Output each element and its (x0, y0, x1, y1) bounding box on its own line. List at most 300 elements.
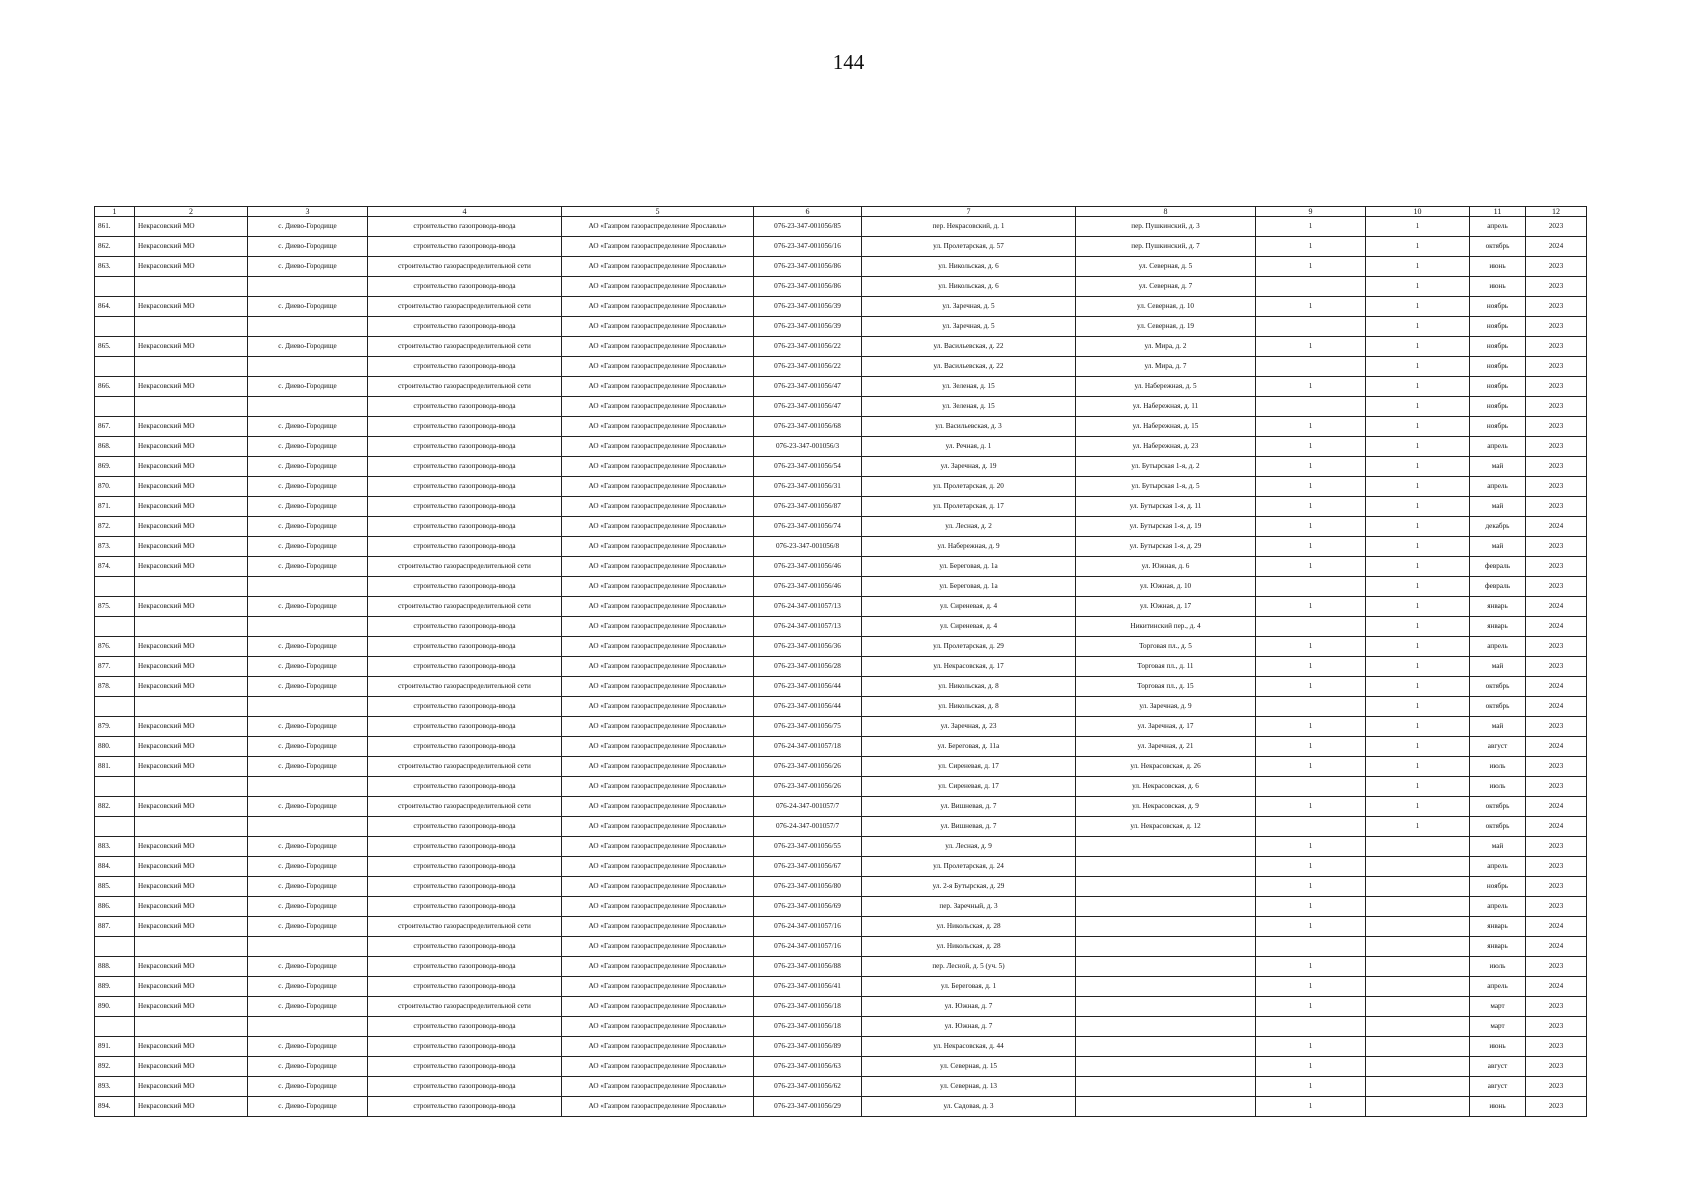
row-number-cell: 893. (95, 1077, 135, 1097)
year-cell: 2023 (1526, 377, 1587, 397)
table-row (95, 417, 1587, 437)
municipality-cell: Некрасовский МО (135, 977, 248, 997)
count-cell: 1 (1366, 477, 1470, 497)
count-cell: 1 (1366, 717, 1470, 737)
column-header: 2 (135, 207, 248, 217)
code-cell: 076-23-347-001056/22 (754, 337, 862, 357)
address-from-cell: ул. Заречная, д. 5 (862, 317, 1076, 337)
settlement-cell (248, 697, 368, 717)
row-number-cell: 864. (95, 297, 135, 317)
address-to-cell (1076, 1037, 1256, 1057)
row-number-cell: 882. (95, 797, 135, 817)
row-number-cell: 874. (95, 557, 135, 577)
settlement-cell: с. Диево-Городище (248, 437, 368, 457)
organization-cell: АО «Газпром газораспределение Ярославль» (562, 817, 754, 837)
settlement-cell: с. Диево-Городище (248, 917, 368, 937)
settlement-cell: с. Диево-Городище (248, 297, 368, 317)
settlement-cell (248, 277, 368, 297)
code-cell: 076-23-347-001056/18 (754, 997, 862, 1017)
address-from-cell: ул. Южная, д. 7 (862, 1017, 1076, 1037)
table-row (95, 337, 1587, 357)
row-number-cell: 894. (95, 1097, 135, 1117)
address-from-cell: ул. Сиреневая, д. 4 (862, 617, 1076, 637)
year-cell: 2024 (1526, 917, 1587, 937)
work-type-cell: строительство газопровода-ввода (368, 357, 562, 377)
address-to-cell: ул. Южная, д. 17 (1076, 597, 1256, 617)
count-cell: 1 (1256, 957, 1366, 977)
address-from-cell: ул. Береговая, д. 11а (862, 737, 1076, 757)
row-number-cell (95, 817, 135, 837)
code-cell: 076-23-347-001056/28 (754, 657, 862, 677)
month-cell: июнь (1470, 257, 1526, 277)
address-to-cell (1076, 837, 1256, 857)
count-cell (1366, 1097, 1470, 1117)
count-cell: 1 (1256, 417, 1366, 437)
count-cell: 1 (1256, 1077, 1366, 1097)
row-number-cell (95, 577, 135, 597)
code-cell: 076-23-347-001056/18 (754, 1017, 862, 1037)
count-cell: 1 (1256, 757, 1366, 777)
row-number-cell (95, 777, 135, 797)
municipality-cell (135, 357, 248, 377)
code-cell: 076-23-347-001056/44 (754, 677, 862, 697)
address-to-cell (1076, 957, 1256, 977)
count-cell (1256, 577, 1366, 597)
organization-cell: АО «Газпром газораспределение Ярославль» (562, 957, 754, 977)
work-type-cell: строительство газопровода-ввода (368, 717, 562, 737)
work-type-cell: строительство газопровода-ввода (368, 877, 562, 897)
year-cell: 2023 (1526, 657, 1587, 677)
address-from-cell: ул. Пролетарская, д. 29 (862, 637, 1076, 657)
row-number-cell: 867. (95, 417, 135, 437)
address-to-cell (1076, 1077, 1256, 1097)
row-number-cell (95, 397, 135, 417)
month-cell: апрель (1470, 637, 1526, 657)
municipality-cell: Некрасовский МО (135, 297, 248, 317)
month-cell: май (1470, 717, 1526, 737)
month-cell: апрель (1470, 857, 1526, 877)
organization-cell: АО «Газпром газораспределение Ярославль» (562, 737, 754, 757)
settlement-cell: с. Диево-Городище (248, 597, 368, 617)
address-to-cell: ул. Заречная, д. 21 (1076, 737, 1256, 757)
organization-cell: АО «Газпром газораспределение Ярославль» (562, 477, 754, 497)
work-type-cell: строительство газопровода-ввода (368, 857, 562, 877)
address-to-cell (1076, 1057, 1256, 1077)
table-row (95, 457, 1587, 477)
address-from-cell: ул. Набережная, д. 9 (862, 537, 1076, 557)
year-cell: 2023 (1526, 577, 1587, 597)
count-cell (1366, 1057, 1470, 1077)
count-cell: 1 (1366, 457, 1470, 477)
count-cell (1366, 1037, 1470, 1057)
address-to-cell (1076, 997, 1256, 1017)
table-row (95, 1017, 1587, 1037)
table-row (95, 1077, 1587, 1097)
address-to-cell: ул. Мира, д. 7 (1076, 357, 1256, 377)
row-number-cell: 878. (95, 677, 135, 697)
municipality-cell (135, 617, 248, 637)
month-cell: март (1470, 997, 1526, 1017)
month-cell: ноябрь (1470, 337, 1526, 357)
table-row (95, 977, 1587, 997)
column-header: 3 (248, 207, 368, 217)
settlement-cell: с. Диево-Городище (248, 257, 368, 277)
month-cell: июнь (1470, 1097, 1526, 1117)
column-header: 10 (1366, 207, 1470, 217)
address-from-cell: ул. Васильевская, д. 22 (862, 337, 1076, 357)
code-cell: 076-23-347-001056/31 (754, 477, 862, 497)
column-header: 5 (562, 207, 754, 217)
month-cell: июль (1470, 757, 1526, 777)
count-cell: 1 (1366, 697, 1470, 717)
address-from-cell: ул. Никольская, д. 28 (862, 937, 1076, 957)
address-from-cell: ул. Никольская, д. 28 (862, 917, 1076, 937)
work-type-cell: строительство газопровода-ввода (368, 837, 562, 857)
table-header-row (95, 207, 1587, 217)
organization-cell: АО «Газпром газораспределение Ярославль» (562, 297, 754, 317)
work-type-cell: строительство газопровода-ввода (368, 697, 562, 717)
count-cell: 1 (1256, 557, 1366, 577)
table-row (95, 817, 1587, 837)
address-to-cell (1076, 857, 1256, 877)
municipality-cell: Некрасовский МО (135, 837, 248, 857)
row-number-cell: 889. (95, 977, 135, 997)
address-from-cell: ул. Пролетарская, д. 24 (862, 857, 1076, 877)
count-cell: 1 (1366, 417, 1470, 437)
code-cell: 076-23-347-001056/63 (754, 1057, 862, 1077)
work-type-cell: строительство газопровода-ввода (368, 277, 562, 297)
code-cell: 076-23-347-001056/86 (754, 257, 862, 277)
municipality-cell: Некрасовский МО (135, 1097, 248, 1117)
count-cell: 1 (1366, 757, 1470, 777)
month-cell: октябрь (1470, 677, 1526, 697)
address-from-cell: ул. Вишневая, д. 7 (862, 797, 1076, 817)
table-row (95, 377, 1587, 397)
row-number-cell: 884. (95, 857, 135, 877)
row-number-cell (95, 617, 135, 637)
work-type-cell: строительство газопровода-ввода (368, 637, 562, 657)
table-row (95, 657, 1587, 677)
count-cell: 1 (1256, 657, 1366, 677)
address-to-cell (1076, 937, 1256, 957)
address-from-cell: ул. Северная, д. 15 (862, 1057, 1076, 1077)
municipality-cell: Некрасовский МО (135, 517, 248, 537)
code-cell: 076-23-347-001056/39 (754, 297, 862, 317)
settlement-cell (248, 357, 368, 377)
month-cell: январь (1470, 617, 1526, 637)
address-from-cell: ул. Сиреневая, д. 17 (862, 777, 1076, 797)
table-row (95, 357, 1587, 377)
settlement-cell: с. Диево-Городище (248, 1037, 368, 1057)
month-cell: апрель (1470, 437, 1526, 457)
work-schedule-table (94, 206, 1587, 1117)
organization-cell: АО «Газпром газораспределение Ярославль» (562, 657, 754, 677)
work-type-cell: строительство газопровода-ввода (368, 397, 562, 417)
count-cell: 1 (1256, 1057, 1366, 1077)
municipality-cell: Некрасовский МО (135, 597, 248, 617)
count-cell: 1 (1256, 497, 1366, 517)
settlement-cell: с. Диево-Городище (248, 997, 368, 1017)
code-cell: 076-23-347-001056/44 (754, 697, 862, 717)
count-cell: 1 (1256, 237, 1366, 257)
address-from-cell: ул. Северная, д. 13 (862, 1077, 1076, 1097)
work-type-cell: строительство газопровода-ввода (368, 617, 562, 637)
organization-cell: АО «Газпром газораспределение Ярославль» (562, 397, 754, 417)
count-cell: 1 (1256, 217, 1366, 237)
organization-cell: АО «Газпром газораспределение Ярославль» (562, 637, 754, 657)
work-type-cell: строительство газопровода-ввода (368, 497, 562, 517)
municipality-cell (135, 277, 248, 297)
row-number-cell: 861. (95, 217, 135, 237)
row-number-cell: 886. (95, 897, 135, 917)
municipality-cell: Некрасовский МО (135, 1077, 248, 1097)
count-cell: 1 (1256, 737, 1366, 757)
count-cell: 1 (1256, 637, 1366, 657)
organization-cell: АО «Газпром газораспределение Ярославль» (562, 937, 754, 957)
address-from-cell: ул. Сиреневая, д. 17 (862, 757, 1076, 777)
year-cell: 2023 (1526, 1097, 1587, 1117)
year-cell: 2024 (1526, 517, 1587, 537)
count-cell (1256, 317, 1366, 337)
code-cell: 076-23-347-001056/86 (754, 277, 862, 297)
work-type-cell: строительство газопровода-ввода (368, 577, 562, 597)
work-type-cell: строительство газопровода-ввода (368, 817, 562, 837)
count-cell (1366, 897, 1470, 917)
row-number-cell: 890. (95, 997, 135, 1017)
count-cell: 1 (1366, 277, 1470, 297)
row-number-cell: 869. (95, 457, 135, 477)
month-cell: октябрь (1470, 237, 1526, 257)
municipality-cell: Некрасовский МО (135, 717, 248, 737)
organization-cell: АО «Газпром газораспределение Ярославль» (562, 997, 754, 1017)
code-cell: 076-23-347-001056/29 (754, 1097, 862, 1117)
organization-cell: АО «Газпром газораспределение Ярославль» (562, 457, 754, 477)
organization-cell: АО «Газпром газораспределение Ярославль» (562, 377, 754, 397)
table-row (95, 737, 1587, 757)
municipality-cell: Некрасовский МО (135, 497, 248, 517)
address-from-cell: ул. Зеленая, д. 15 (862, 377, 1076, 397)
organization-cell: АО «Газпром газораспределение Ярославль» (562, 517, 754, 537)
work-type-cell: строительство газораспределительной сети (368, 677, 562, 697)
organization-cell: АО «Газпром газораспределение Ярославль» (562, 857, 754, 877)
address-from-cell: ул. Заречная, д. 19 (862, 457, 1076, 477)
municipality-cell: Некрасовский МО (135, 737, 248, 757)
municipality-cell: Некрасовский МО (135, 257, 248, 277)
municipality-cell (135, 1017, 248, 1037)
table-row (95, 837, 1587, 857)
count-cell: 1 (1256, 1037, 1366, 1057)
table-row (95, 1097, 1587, 1117)
code-cell: 076-24-347-001057/7 (754, 817, 862, 837)
count-cell (1256, 277, 1366, 297)
count-cell (1366, 1077, 1470, 1097)
settlement-cell: с. Диево-Городище (248, 417, 368, 437)
count-cell: 1 (1256, 337, 1366, 357)
column-header: 9 (1256, 207, 1366, 217)
municipality-cell: Некрасовский МО (135, 557, 248, 577)
address-from-cell: пер. Некрасовский, д. 1 (862, 217, 1076, 237)
settlement-cell: с. Диево-Городище (248, 477, 368, 497)
settlement-cell: с. Диево-Городище (248, 657, 368, 677)
count-cell: 1 (1256, 717, 1366, 737)
month-cell: апрель (1470, 977, 1526, 997)
year-cell: 2024 (1526, 617, 1587, 637)
table-row (95, 697, 1587, 717)
address-to-cell (1076, 977, 1256, 997)
table-body (95, 217, 1587, 1117)
settlement-cell: с. Диево-Городище (248, 757, 368, 777)
year-cell: 2024 (1526, 937, 1587, 957)
count-cell (1366, 1017, 1470, 1037)
settlement-cell (248, 817, 368, 837)
row-number-cell: 879. (95, 717, 135, 737)
code-cell: 076-23-347-001056/22 (754, 357, 862, 377)
year-cell: 2023 (1526, 997, 1587, 1017)
address-from-cell: ул. Васильевская, д. 22 (862, 357, 1076, 377)
settlement-cell: с. Диево-Городище (248, 517, 368, 537)
address-from-cell: ул. Пролетарская, д. 57 (862, 237, 1076, 257)
month-cell: ноябрь (1470, 417, 1526, 437)
row-number-cell (95, 1017, 135, 1037)
address-to-cell: ул. Бутырская 1-я, д. 19 (1076, 517, 1256, 537)
organization-cell: АО «Газпром газораспределение Ярославль» (562, 417, 754, 437)
work-type-cell: строительство газопровода-ввода (368, 1097, 562, 1117)
address-to-cell: ул. Бутырская 1-я, д. 2 (1076, 457, 1256, 477)
count-cell (1366, 857, 1470, 877)
settlement-cell: с. Диево-Городище (248, 857, 368, 877)
organization-cell: АО «Газпром газораспределение Ярославль» (562, 337, 754, 357)
month-cell: май (1470, 657, 1526, 677)
year-cell: 2023 (1526, 297, 1587, 317)
municipality-cell: Некрасовский МО (135, 337, 248, 357)
address-from-cell: ул. Некрасовская, д. 44 (862, 1037, 1076, 1057)
count-cell: 1 (1256, 297, 1366, 317)
count-cell: 1 (1366, 437, 1470, 457)
code-cell: 076-23-347-001056/69 (754, 897, 862, 917)
work-type-cell: строительство газопровода-ввода (368, 937, 562, 957)
address-to-cell: ул. Бутырская 1-я, д. 29 (1076, 537, 1256, 557)
organization-cell: АО «Газпром газораспределение Ярославль» (562, 897, 754, 917)
row-number-cell: 887. (95, 917, 135, 937)
table-row (95, 777, 1587, 797)
municipality-cell (135, 397, 248, 417)
code-cell: 076-23-347-001056/26 (754, 757, 862, 777)
count-cell (1256, 697, 1366, 717)
organization-cell: АО «Газпром газораспределение Ярославль» (562, 1017, 754, 1037)
year-cell: 2023 (1526, 217, 1587, 237)
column-header: 11 (1470, 207, 1526, 217)
settlement-cell: с. Диево-Городище (248, 717, 368, 737)
address-to-cell: ул. Некрасовская, д. 12 (1076, 817, 1256, 837)
row-number-cell: 883. (95, 837, 135, 857)
table-row (95, 497, 1587, 517)
count-cell (1366, 877, 1470, 897)
municipality-cell: Некрасовский МО (135, 657, 248, 677)
row-number-cell: 892. (95, 1057, 135, 1077)
code-cell: 076-23-347-001056/36 (754, 637, 862, 657)
column-header: 12 (1526, 207, 1587, 217)
month-cell: август (1470, 1077, 1526, 1097)
address-from-cell: ул. Никольская, д. 6 (862, 277, 1076, 297)
settlement-cell: с. Диево-Городище (248, 557, 368, 577)
year-cell: 2023 (1526, 1037, 1587, 1057)
address-to-cell: Торговая пл., д. 15 (1076, 677, 1256, 697)
month-cell: октябрь (1470, 817, 1526, 837)
organization-cell: АО «Газпром газораспределение Ярославль» (562, 797, 754, 817)
address-from-cell: ул. Южная, д. 7 (862, 997, 1076, 1017)
code-cell: 076-23-347-001056/55 (754, 837, 862, 857)
code-cell: 076-23-347-001056/54 (754, 457, 862, 477)
table-row (95, 537, 1587, 557)
count-cell: 1 (1366, 797, 1470, 817)
year-cell: 2023 (1526, 877, 1587, 897)
code-cell: 076-24-347-001057/16 (754, 917, 862, 937)
table-row (95, 317, 1587, 337)
month-cell: май (1470, 537, 1526, 557)
year-cell: 2024 (1526, 597, 1587, 617)
code-cell: 076-23-347-001056/67 (754, 857, 862, 877)
year-cell: 2023 (1526, 637, 1587, 657)
settlement-cell: с. Диево-Городище (248, 797, 368, 817)
month-cell: февраль (1470, 577, 1526, 597)
work-type-cell: строительство газораспределительной сети (368, 597, 562, 617)
code-cell: 076-24-347-001057/7 (754, 797, 862, 817)
municipality-cell: Некрасовский МО (135, 857, 248, 877)
year-cell: 2023 (1526, 417, 1587, 437)
address-to-cell: ул. Набережная, д. 5 (1076, 377, 1256, 397)
table-row (95, 1057, 1587, 1077)
organization-cell: АО «Газпром газораспределение Ярославль» (562, 577, 754, 597)
settlement-cell (248, 317, 368, 337)
count-cell: 1 (1366, 497, 1470, 517)
address-from-cell: ул. Пролетарская, д. 20 (862, 477, 1076, 497)
address-from-cell: ул. Никольская, д. 6 (862, 257, 1076, 277)
work-type-cell: строительство газораспределительной сети (368, 337, 562, 357)
year-cell: 2023 (1526, 257, 1587, 277)
year-cell: 2023 (1526, 277, 1587, 297)
address-to-cell (1076, 897, 1256, 917)
table-row (95, 717, 1587, 737)
row-number-cell: 871. (95, 497, 135, 517)
year-cell: 2023 (1526, 777, 1587, 797)
organization-cell: АО «Газпром газораспределение Ярославль» (562, 497, 754, 517)
count-cell: 1 (1366, 237, 1470, 257)
table-row (95, 257, 1587, 277)
code-cell: 076-23-347-001056/8 (754, 537, 862, 557)
count-cell: 1 (1256, 997, 1366, 1017)
settlement-cell: с. Диево-Городище (248, 217, 368, 237)
code-cell: 076-23-347-001056/47 (754, 397, 862, 417)
count-cell (1256, 817, 1366, 837)
code-cell: 076-24-347-001057/13 (754, 617, 862, 637)
count-cell: 1 (1366, 557, 1470, 577)
count-cell (1256, 777, 1366, 797)
settlement-cell (248, 937, 368, 957)
row-number-cell (95, 937, 135, 957)
code-cell: 076-23-347-001056/88 (754, 957, 862, 977)
month-cell: ноябрь (1470, 377, 1526, 397)
month-cell: апрель (1470, 477, 1526, 497)
table-row (95, 917, 1587, 937)
municipality-cell: Некрасовский МО (135, 997, 248, 1017)
address-from-cell: ул. Никольская, д. 8 (862, 677, 1076, 697)
year-cell: 2023 (1526, 857, 1587, 877)
work-type-cell: строительство газопровода-ввода (368, 977, 562, 997)
address-to-cell: Торговая пл., д. 11 (1076, 657, 1256, 677)
month-cell: январь (1470, 937, 1526, 957)
address-from-cell: ул. Береговая, д. 1а (862, 557, 1076, 577)
column-header: 7 (862, 207, 1076, 217)
